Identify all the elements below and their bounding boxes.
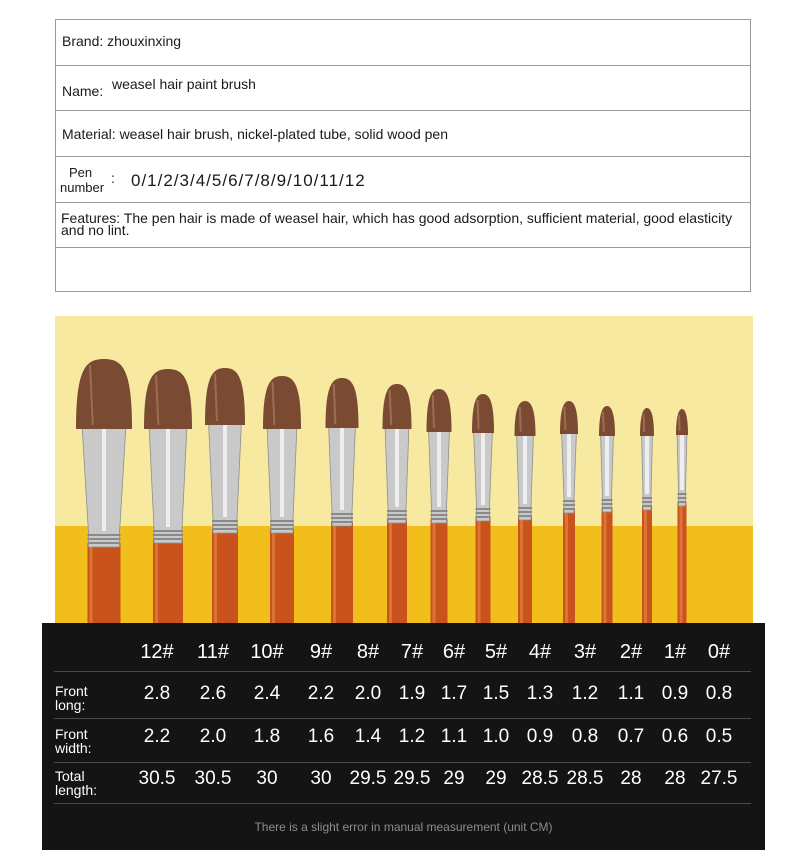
- measurement-value: 1.9: [398, 683, 426, 704]
- handle-highlight: [433, 519, 436, 624]
- material-text: Material: weasel hair brush, nickel-plated tube, solid wood pen: [62, 126, 448, 142]
- ferrule-ring: [678, 501, 687, 503]
- measurement-value: 0.6: [661, 726, 689, 747]
- ferrule-ring: [642, 497, 652, 499]
- ferrule-ring: [642, 501, 652, 503]
- handle-highlight: [155, 539, 158, 624]
- ferrule-ring: [270, 528, 294, 530]
- ferrule-ring: [476, 508, 491, 510]
- size-header: 5#: [484, 641, 508, 663]
- measurement-value: 2.4: [253, 683, 281, 704]
- measurement-value: 2.0: [199, 726, 227, 747]
- row-label: [55, 769, 97, 797]
- brand-row: [56, 20, 750, 66]
- size-header: 8#: [356, 641, 380, 663]
- ferrule-shine: [395, 429, 399, 507]
- separator-line: [54, 762, 751, 763]
- size-header: 0#: [707, 641, 731, 663]
- measurement-value: 30.5: [194, 768, 232, 789]
- pen-label-line1: Pen: [69, 165, 93, 180]
- ferrule-ring: [431, 510, 448, 512]
- ferrule-ring: [88, 538, 121, 540]
- handle-highlight: [389, 519, 392, 624]
- measurement-value: 29.5: [349, 768, 387, 789]
- ferrule-shine: [437, 432, 441, 507]
- ferrule-ring: [563, 500, 575, 502]
- hair-highlight: [565, 407, 566, 430]
- measurement-value: 2.8: [143, 683, 171, 704]
- ferrule-shine: [680, 435, 684, 490]
- handle-highlight: [272, 529, 275, 624]
- size-header: 7#: [400, 641, 424, 663]
- ferrule-ring: [387, 514, 407, 516]
- name-row: [56, 66, 750, 111]
- measurement-value: 1.6: [307, 726, 335, 747]
- size-header: 1#: [663, 641, 687, 663]
- ferrule-ring: [563, 504, 575, 506]
- measurement-panel: [42, 623, 765, 850]
- handle-highlight: [214, 529, 217, 624]
- measurement-value: 1.8: [253, 726, 281, 747]
- separator-line: [54, 718, 751, 719]
- ferrule-ring: [387, 518, 407, 520]
- ferrule-ring: [153, 534, 183, 536]
- ferrule-ring: [331, 517, 353, 519]
- measurement-value: 28: [620, 768, 642, 789]
- measurement-note: There is a slight error in manual measurement (unit CM): [254, 820, 553, 834]
- measurement-value: 29.5: [393, 768, 431, 789]
- ferrule-ring: [476, 512, 491, 514]
- ferrule-shine: [280, 429, 284, 517]
- measurement-value: 1.1: [440, 726, 468, 747]
- ferrule-ring: [431, 518, 448, 520]
- handle-highlight: [333, 522, 336, 624]
- row-label-line1: Front: [55, 683, 88, 699]
- size-header: 12#: [140, 641, 174, 663]
- brush-hair: [76, 359, 132, 429]
- measurement-value: 1.2: [398, 726, 426, 747]
- ferrule-shine: [481, 433, 485, 505]
- ferrule-shine: [523, 436, 527, 504]
- brush-set-photo: [55, 316, 753, 624]
- ferrule-ring: [270, 524, 294, 526]
- measurement-value: 1.2: [571, 683, 599, 704]
- measurement-value: 2.2: [143, 726, 171, 747]
- ferrule-ring: [678, 493, 687, 495]
- size-header: 10#: [250, 641, 284, 663]
- measurement-value: 30.5: [138, 768, 176, 789]
- empty-row: [56, 248, 750, 292]
- handle-highlight: [680, 502, 683, 624]
- ferrule-ring: [602, 499, 613, 501]
- measurement-value: 1.1: [617, 683, 645, 704]
- ferrule-ring: [387, 510, 407, 512]
- ferrule-shine: [340, 428, 344, 510]
- handle-highlight: [644, 506, 647, 624]
- handle-highlight: [565, 509, 568, 624]
- brush-illustration: [55, 316, 753, 624]
- ferrule-ring: [212, 528, 238, 530]
- size-header: 11#: [197, 641, 229, 663]
- pen-colon: :: [111, 170, 115, 186]
- row-label-line1: Total: [55, 768, 85, 784]
- measurement-value: 1.7: [440, 683, 468, 704]
- ferrule-ring: [153, 538, 183, 540]
- name-label: Name:: [62, 83, 104, 99]
- spec-table: [55, 19, 751, 292]
- measurement-value: 0.8: [705, 683, 733, 704]
- hair-highlight: [433, 395, 434, 428]
- row-label-line2: long:: [55, 697, 86, 713]
- hair-highlight: [478, 400, 479, 429]
- size-header: 2#: [619, 641, 643, 663]
- hair-highlight: [603, 412, 604, 432]
- ferrule-ring: [153, 530, 183, 532]
- measurement-value: 0.7: [617, 726, 645, 747]
- hair-highlight: [679, 415, 680, 431]
- ferrule-shine: [605, 436, 609, 496]
- measurement-value: 30: [310, 768, 332, 789]
- ferrule-shine: [223, 425, 227, 517]
- ferrule-ring: [212, 520, 238, 522]
- measurement-value: 30: [256, 768, 278, 789]
- ferrule-ring: [602, 503, 613, 505]
- measurement-value: 1.0: [482, 726, 510, 747]
- handle-highlight: [604, 508, 607, 624]
- ferrule-ring: [88, 542, 121, 544]
- measurement-value: 0.5: [705, 726, 733, 747]
- measurement-value: 29: [485, 768, 507, 789]
- separator-line: [54, 803, 751, 804]
- size-header: 6#: [442, 641, 466, 663]
- brush-hair: [144, 369, 192, 429]
- measurement-value: 1.5: [482, 683, 510, 704]
- measurement-value: 0.9: [661, 683, 689, 704]
- paint-brush: [640, 408, 654, 624]
- row-label: [55, 684, 88, 712]
- ferrule-ring: [642, 505, 652, 507]
- ferrule-ring: [431, 514, 448, 516]
- paint-brush: [676, 409, 688, 624]
- ferrule-shine: [645, 436, 649, 494]
- ferrule-ring: [518, 507, 532, 509]
- ferrule-ring: [563, 508, 575, 510]
- size-header: 9#: [309, 641, 333, 663]
- measurement-value: 28: [664, 768, 686, 789]
- measurement-value: 1.3: [526, 683, 554, 704]
- ferrule-shine: [567, 434, 571, 497]
- row-label-line2: length:: [55, 782, 98, 798]
- features-text: Features: The pen hair is made of weasel hair, which has good adsorption, sufficient material, good elasticity and no lint.: [61, 210, 733, 238]
- material-row: [56, 111, 750, 157]
- features-row: [56, 203, 750, 248]
- measurement-value: 0.9: [526, 726, 554, 747]
- ferrule-ring: [331, 513, 353, 515]
- row-label: [55, 727, 92, 755]
- hair-highlight: [520, 407, 521, 432]
- brand-text: Brand: zhouxinxing: [62, 33, 182, 49]
- measurement-value: 1.4: [354, 726, 382, 747]
- size-header: 4#: [528, 641, 552, 663]
- brush-handle: [563, 509, 575, 624]
- ferrule-ring: [518, 511, 532, 513]
- measurement-value: 28.5: [566, 768, 604, 789]
- measurement-value: 2.2: [307, 683, 335, 704]
- ferrule-ring: [331, 521, 353, 523]
- ferrule-ring: [212, 524, 238, 526]
- measurement-value: 29: [443, 768, 465, 789]
- ferrule-ring: [678, 497, 687, 499]
- handle-highlight: [520, 516, 523, 624]
- measurement-value: 0.8: [571, 726, 599, 747]
- row-label-line2: width:: [55, 740, 92, 756]
- ferrule-ring: [88, 534, 121, 536]
- ferrule-ring: [518, 515, 532, 517]
- measurement-value: 2.6: [199, 683, 227, 704]
- pen-number-row: [56, 157, 750, 203]
- handle-highlight: [478, 517, 481, 624]
- separator-line: [54, 671, 751, 672]
- handle-highlight: [90, 543, 93, 624]
- ferrule-ring: [476, 516, 491, 518]
- size-header: 3#: [573, 641, 597, 663]
- pen-label-line2: number: [60, 180, 105, 195]
- ferrule-ring: [270, 520, 294, 522]
- row-label-line1: Front: [55, 726, 88, 742]
- hair-highlight: [644, 414, 645, 432]
- ferrule-shine: [102, 429, 106, 531]
- measurement-value: 2.0: [354, 683, 382, 704]
- ferrule-ring: [602, 507, 613, 509]
- measurement-value: 27.5: [700, 768, 738, 789]
- measurement-value: 28.5: [521, 768, 559, 789]
- name-value: weasel hair paint brush: [112, 76, 256, 92]
- ferrule-shine: [166, 429, 170, 527]
- brush-handle: [602, 508, 613, 624]
- pen-numbers: 0/1/2/3/4/5/6/7/8/9/10/11/12: [131, 171, 366, 190]
